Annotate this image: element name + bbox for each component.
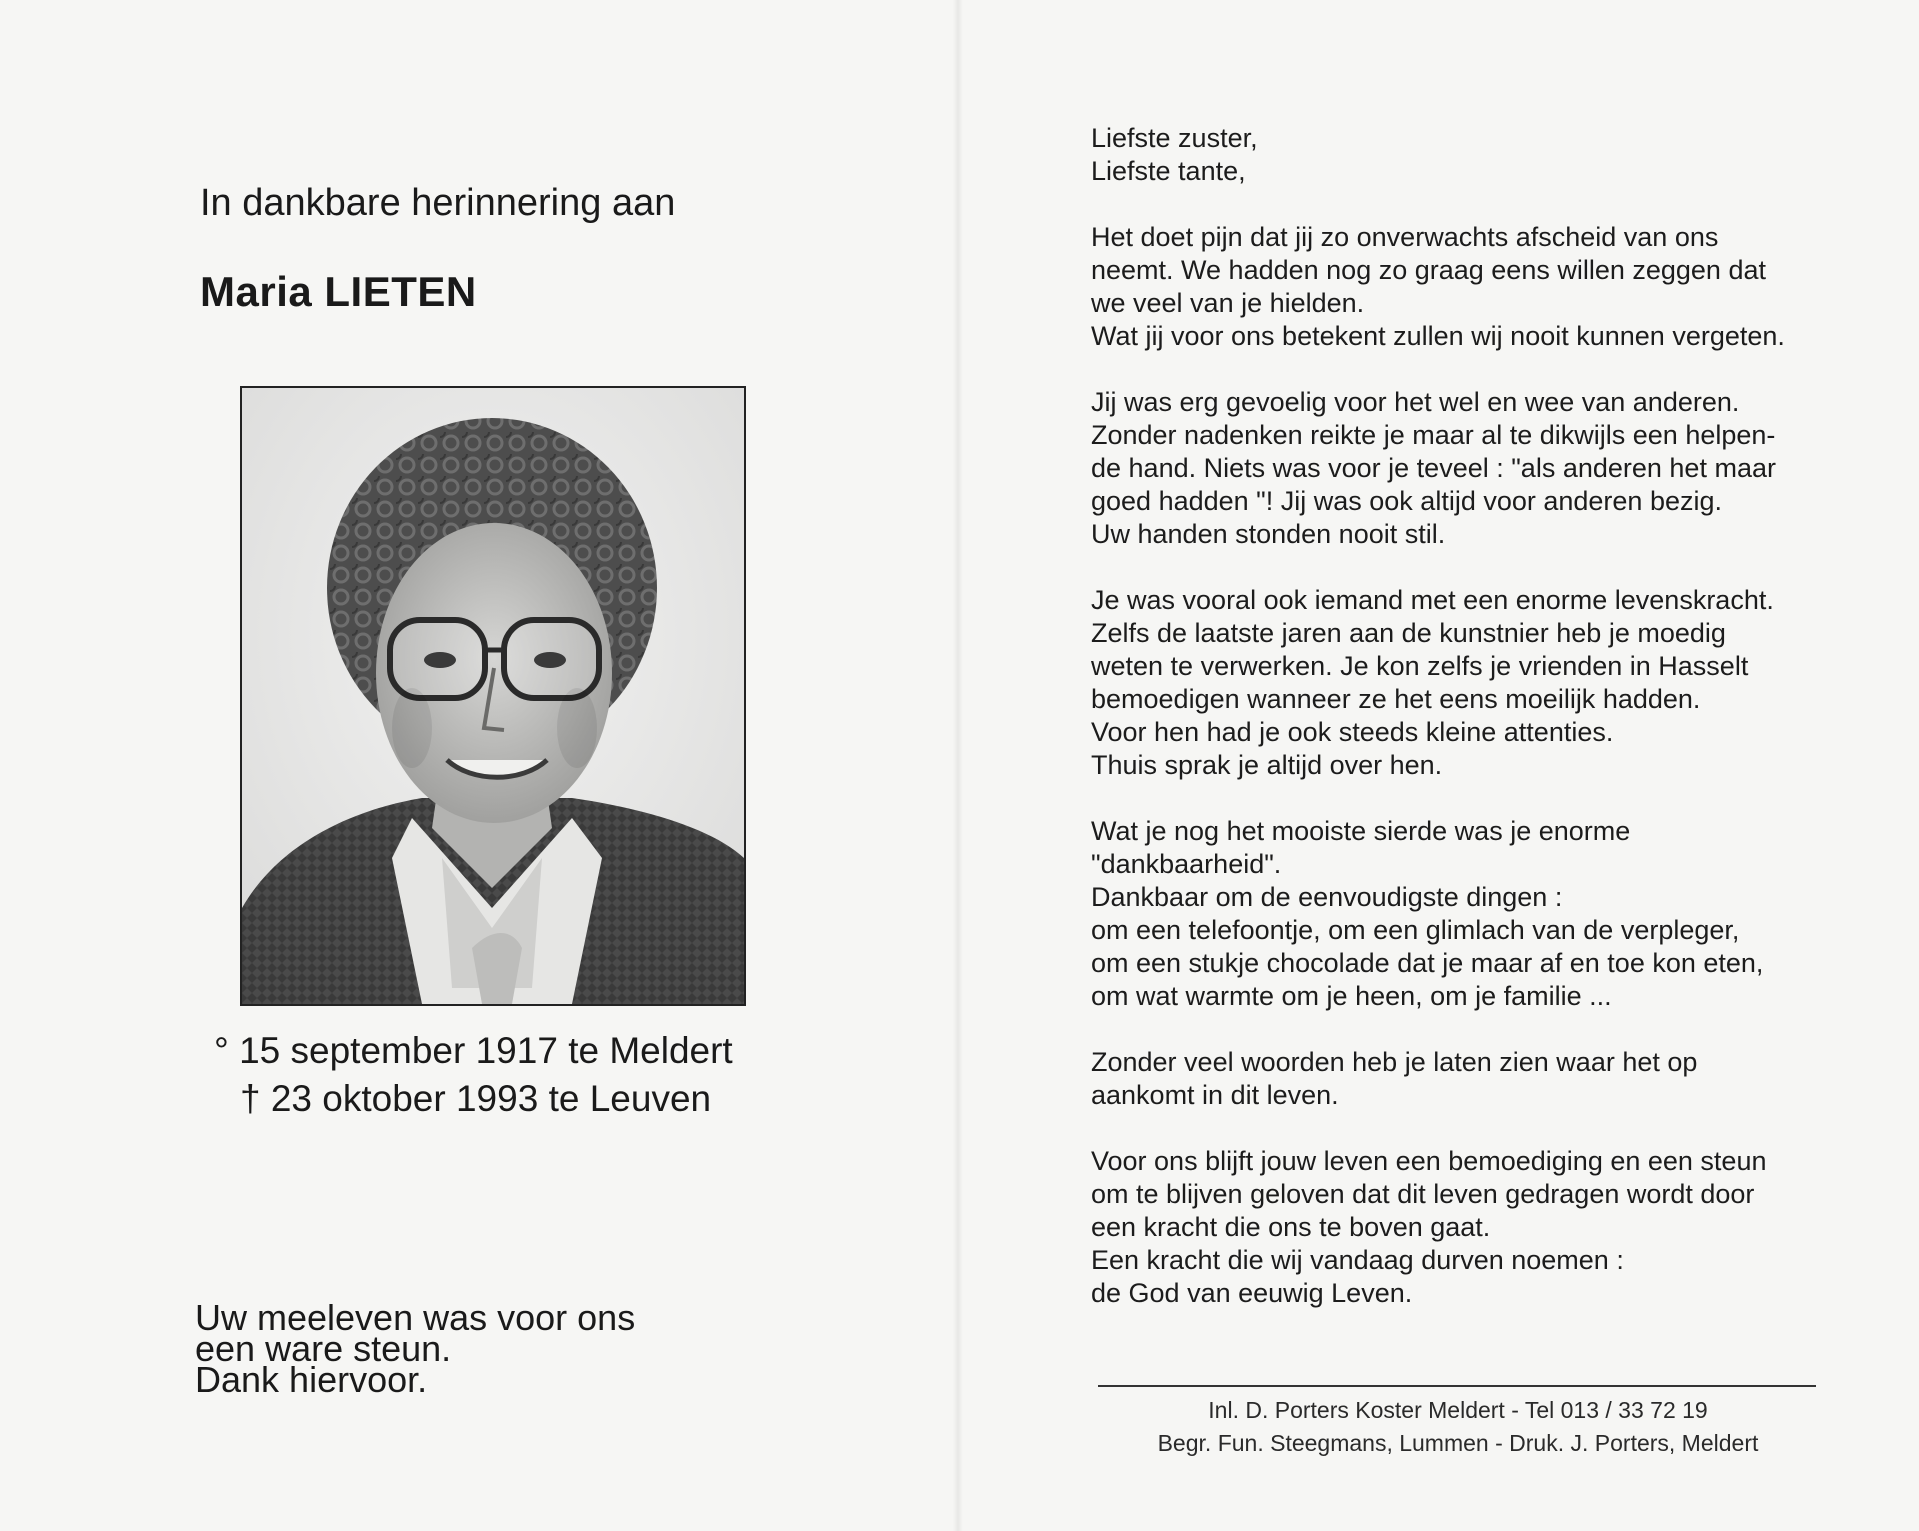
text-line: de God van eeuwig Leven. (1091, 1278, 1413, 1308)
text-line: een kracht die ons te boven gaat. (1091, 1212, 1491, 1242)
text-line: we veel van je hielden. (1091, 288, 1365, 318)
death-date: † 23 oktober 1993 te Leuven (240, 1078, 712, 1119)
text-line: aankomt in dit leven. (1091, 1080, 1339, 1110)
thanks-message (195, 1297, 636, 1400)
text-line: neemt. We hadden nog zo graag eens willen zeggen dat (1091, 255, 1766, 285)
text-line: Voor hen had je ook steeds kleine attenties. (1091, 717, 1614, 747)
text-line: Zelfs de laatste jaren aan de kunstnier heb je moedig (1091, 618, 1726, 648)
stanza (1091, 584, 1785, 782)
text-line: Liefste zuster, (1091, 123, 1258, 153)
thanks-line: een ware steun. (195, 1328, 452, 1369)
text-line: de hand. Niets was voor je teveel : "als anderen het maar (1091, 453, 1776, 483)
portrait-photo (240, 386, 746, 1006)
thanks-line: Uw meeleven was voor ons (195, 1297, 636, 1338)
credit-line: Inl. D. Porters Koster Meldert - Tel 013 / 33 72 19 (1208, 1397, 1708, 1423)
text-line: om een telefoontje, om een glimlach van de verpleger, (1091, 915, 1740, 945)
credit-line: Begr. Fun. Steegmans, Lummen - Druk. J. Porters, Meldert (1157, 1430, 1759, 1456)
deceased-name: Maria LIETEN (200, 268, 477, 315)
stanza (1091, 1145, 1785, 1310)
stanza (1091, 386, 1785, 551)
text-line: Dankbaar om de eenvoudigste dingen : (1091, 882, 1563, 912)
text-line: Liefste tante, (1091, 156, 1246, 186)
left-panel (0, 0, 955, 1531)
birth-date: ° 15 september 1917 te Meldert (214, 1030, 733, 1071)
stanza (1091, 122, 1785, 188)
portrait-photo-icon (242, 388, 744, 1004)
memorial-text (1091, 122, 1785, 1343)
text-line: Wat jij voor ons betekent zullen wij nooit kunnen vergeten. (1091, 321, 1785, 351)
text-line: om te blijven geloven dat dit leven gedragen wordt door (1091, 1179, 1755, 1209)
stanza (1091, 1046, 1785, 1112)
text-line: Voor ons blijft jouw leven een bemoediging en een steun (1091, 1146, 1767, 1176)
divider-rule (1098, 1385, 1816, 1387)
text-line: Uw handen stonden nooit stil. (1091, 519, 1446, 549)
text-line: Wat je nog het mooiste sierde was je enorme (1091, 816, 1631, 846)
text-line: Zonder nadenken reikte je maar al te dikwijls een helpen- (1091, 420, 1776, 450)
text-line: "dankbaarheid". (1091, 849, 1282, 879)
text-line: bemoedigen wanneer ze het eens moeilijk hadden. (1091, 684, 1701, 714)
printer-credits (1093, 1394, 1823, 1460)
text-line: Een kracht die wij vandaag durven noemen : (1091, 1245, 1624, 1275)
stanza (1091, 221, 1785, 353)
text-line: weten te verwerken. Je kon zelfs je vrienden in Hasselt (1091, 651, 1749, 681)
text-line: om wat warmte om je heen, om je familie ... (1091, 981, 1612, 1011)
text-line: Zonder veel woorden heb je laten zien waar het op (1091, 1047, 1698, 1077)
text-line: goed hadden "! Jij was ook altijd voor anderen bezig. (1091, 486, 1722, 516)
stanza (1091, 815, 1785, 1013)
text-line: Jij was erg gevoelig voor het wel en wee van anderen. (1091, 387, 1740, 417)
text-line: Het doet pijn dat jij zo onverwachts afscheid van ons (1091, 222, 1719, 252)
intro-text: In dankbare herinnering aan (200, 182, 676, 224)
text-line: om een stukje chocolade dat je maar af en toe kon eten, (1091, 948, 1764, 978)
text-line: Je was vooral ook iemand met een enorme levenskracht. (1091, 585, 1774, 615)
thanks-line: Dank hiervoor. (195, 1359, 428, 1400)
text-line: Thuis sprak je altijd over hen. (1091, 750, 1443, 780)
